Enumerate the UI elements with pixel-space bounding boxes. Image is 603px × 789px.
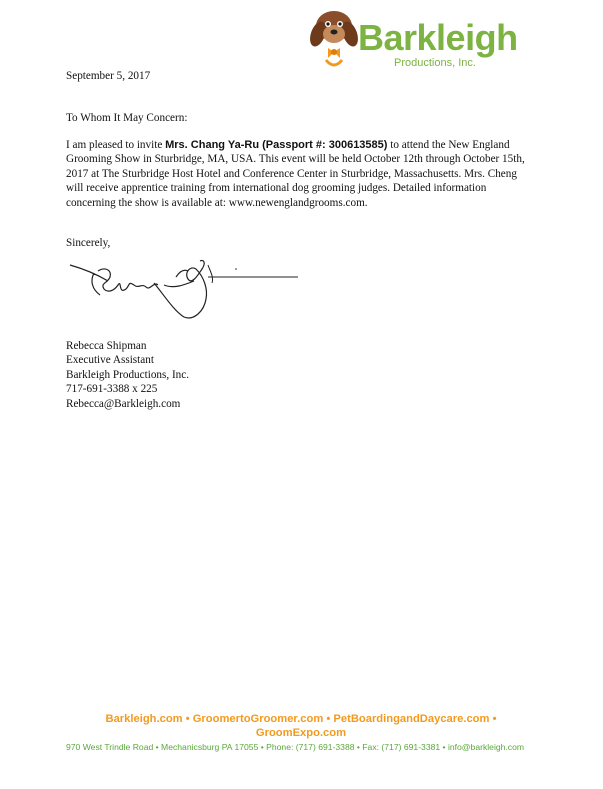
logo-subtitle: Productions, Inc.	[394, 57, 476, 69]
body-rest: to attend the New England Grooming Show in Sturbridge, MA, USA. This event will be held October 12th through October 15th, 2017 at The Sturbridge Host Hotel and Conference Center in Sturbridge, Massachusetts. Mrs. Cheng will receive apprentice training from international dog grooming judges. Detailed information concerning the show is available at: www.newenglandgrooms.com.	[66, 139, 525, 209]
letter-greeting: To Whom It May Concern:	[66, 112, 188, 124]
footer-websites[interactable]: Barkleigh.com • GroomertoGroomer.com • PetBoardingandDaycare.com • GroomExpo.com	[105, 713, 497, 739]
dog-mascot-icon	[306, 4, 362, 72]
signer-email[interactable]: Rebecca@Barkleigh.com	[66, 397, 181, 410]
signer-phone: 717-691-3388 x 225	[66, 383, 158, 396]
handwritten-signature	[64, 255, 304, 325]
body-intro: I am pleased to invite	[66, 139, 166, 151]
logo-name: Barkleigh	[358, 17, 518, 58]
letter-closing: Sincerely,	[66, 237, 111, 249]
footer-address: 970 West Trindle Road • Mechanicsburg PA 17055 • Phone: (717) 691-3388 • Fax: (717) 691-3381 • info@barkleigh.com	[66, 742, 525, 752]
signer-name: Rebecca Shipman	[66, 340, 147, 352]
letter-body	[66, 138, 536, 210]
signer-block	[66, 339, 189, 411]
barkleigh-logo	[306, 4, 536, 74]
letter-date: September 5, 2017	[66, 70, 151, 82]
signer-company: Barkleigh Productions, Inc.	[66, 368, 190, 381]
signer-title: Executive Assistant	[66, 354, 154, 367]
invitee-name: Mrs. Chang Ya-Ru (Passport #: 300613585)	[165, 139, 388, 151]
